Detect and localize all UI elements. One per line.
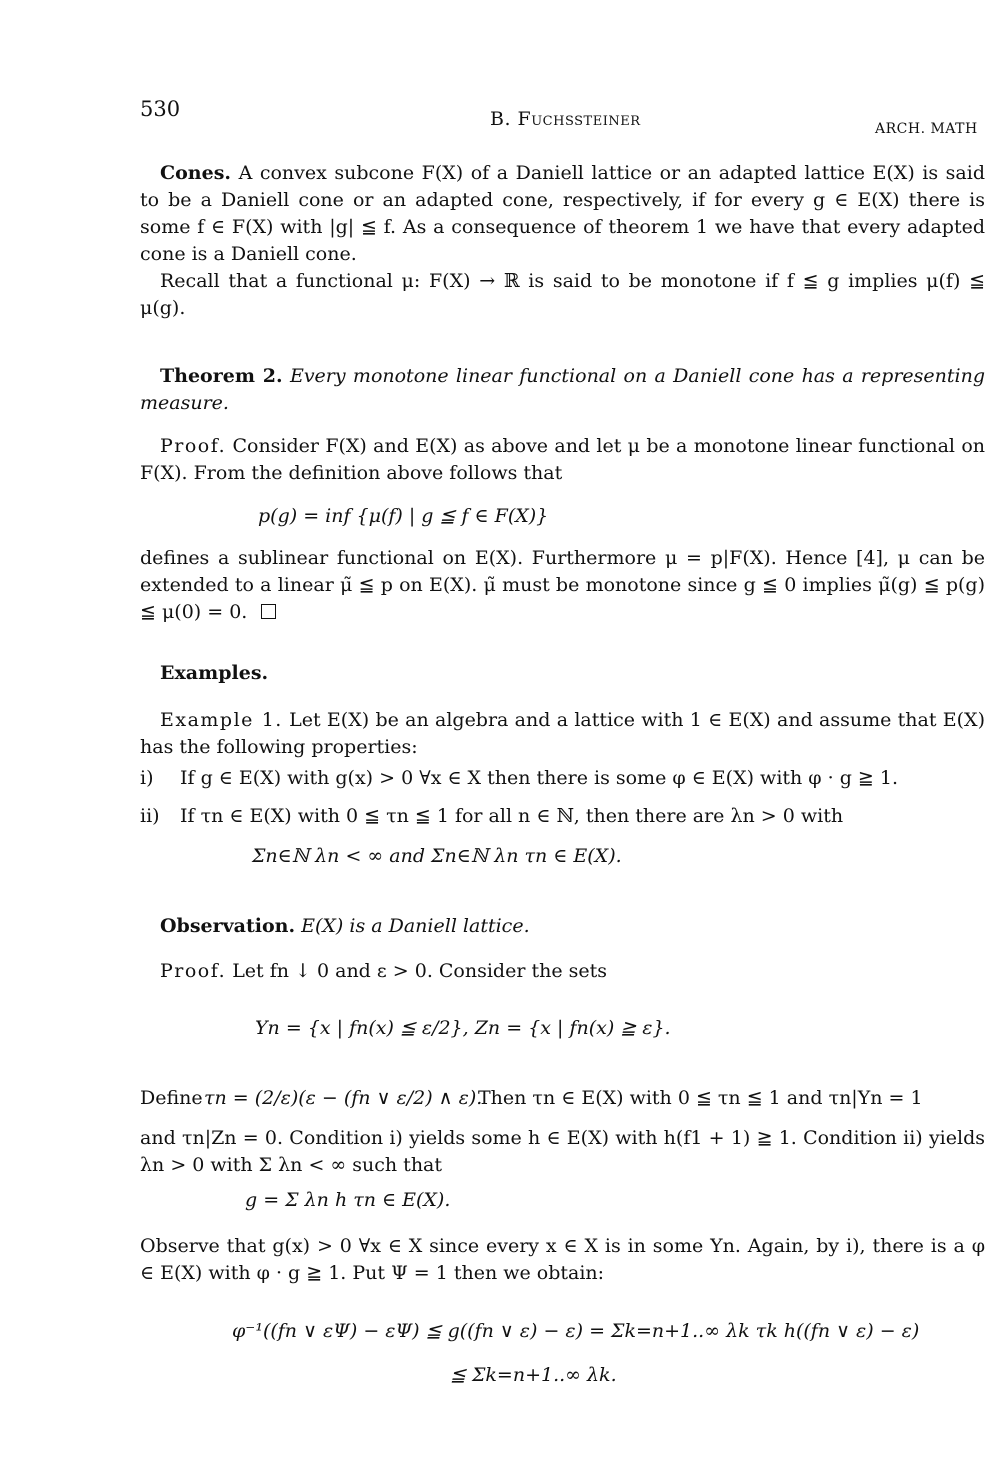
observation-label: Observation. [160,915,296,937]
proof-1-after [140,545,985,626]
proof-1-text: Consider F(X) and E(X) as above and let μ be a monotone linear functional on F(X). From the definition above follows that [140,435,985,484]
recall-paragraph: Recall that a functional μ: F(X) → ℝ is said to be monotone if f ≦ g implies μ(f) ≦ μ(g). [140,270,985,319]
proof-2-para3: Observe that g(x) > 0 ∀x ∈ X since every x ∈ X is in some Yn. Again, by i), there is a φ ∈ E(X) with φ · g ≧ 1. Put Ψ = 1 then we obtain: [140,1235,985,1284]
qed-square-icon [261,604,276,619]
proof-1-paragraph [140,433,985,487]
theorem-2-label: Theorem 2. [160,365,283,387]
examples-heading: Examples. [160,662,269,684]
define-line [140,1085,985,1112]
proof-1-after-text: defines a sublinear functional on E(X). Furthermore μ = p|F(X). Hence [4], μ can be extended to a linear μ̃ ≦ p on E(X). μ̃ must be monotone since g ≦ 0 implies μ̃(g) ≦ p(g) ≦ μ(0) = 0. [140,547,985,623]
example-1-label: Example 1. [160,709,283,731]
running-author: B. Fuchssteiner [490,108,641,130]
sets-formula: Yn = {x | fn(x) ≦ ε/2}, Zn = {x | fn(x) ≧ ε}. [255,1017,671,1039]
g-formula: g = Σ λn h τn ∈ E(X). [245,1189,451,1211]
page-number: 530 [140,97,181,121]
define-word: Define [140,1087,203,1109]
cones-text: A convex subcone F(X) of a Daniell lattice or an adapted lattice E(X) is said to be a Daniell cone or an adapted cone, respectively, if for every g ∈ E(X) there is some f ∈ F(X) with |g| ≦ f. As a consequence of theorem 1 we have that every adapted cone is a Daniell cone. [140,162,985,265]
running-journal: ARCH. MATH [875,121,978,137]
cones-section [140,160,985,322]
theorem-2 [140,363,985,417]
cones-heading: Cones. [160,162,232,184]
final-formula-line2: ≦ Σk=n+1..∞ λk. [450,1364,617,1386]
define-rest: Then τn ∈ E(X) with 0 ≦ τn ≦ 1 and τn|Yn = 1 [478,1087,923,1109]
condition-ii-formula: Σn∈ℕ λn < ∞ and Σn∈ℕ λn τn ∈ E(X). [252,845,622,867]
proof-1-formula: p(g) = inf {μ(f) | g ≦ f ∈ F(X)} [258,505,549,527]
condition-ii [140,803,985,830]
condition-ii-text: If τn ∈ E(X) with 0 ≦ τn ≦ 1 for all n ∈ ℕ, then there are λn > 0 with [180,805,844,827]
final-formula-line1: φ⁻¹((fn ∨ εΨ) − εΨ) ≦ g((fn ∨ ε) − ε) = Σk=n+1..∞ λk τk h((fn ∨ ε) − ε) [232,1320,920,1342]
proof-2-line1: Proof. Let fn ↓ 0 and ε > 0. Consider the sets [160,960,608,982]
observation [140,913,985,940]
condition-ii-number: ii) [140,805,160,827]
observation-statement: E(X) is a Daniell lattice. [301,915,530,937]
define-formula: τn = (2/ε)(ε − (fn ∨ ε/2) ∧ ε). [204,1087,483,1109]
condition-i-number: i) [140,767,154,789]
example-1-paragraph [140,707,985,761]
example-1-text: Let E(X) be an algebra and a lattice with 1 ∈ E(X) and assume that E(X) has the following properties: [140,709,985,758]
condition-i-text: If g ∈ E(X) with g(x) > 0 ∀x ∈ X then there is some φ ∈ E(X) with φ · g ≧ 1. [180,767,899,789]
proof-1-label: Proof. [160,435,227,457]
condition-i [140,765,985,792]
theorem-2-statement: Every monotone linear functional on a Daniell cone has a representing measure. [140,365,985,414]
cones-paragraph [140,160,985,268]
proof-2-para2: and τn|Zn = 0. Condition i) yields some h ∈ E(X) with h(f1 + 1) ≧ 1. Condition ii) yields λn > 0 with Σ λn < ∞ such that [140,1127,985,1176]
proof-2-label: Proof. [160,960,227,982]
